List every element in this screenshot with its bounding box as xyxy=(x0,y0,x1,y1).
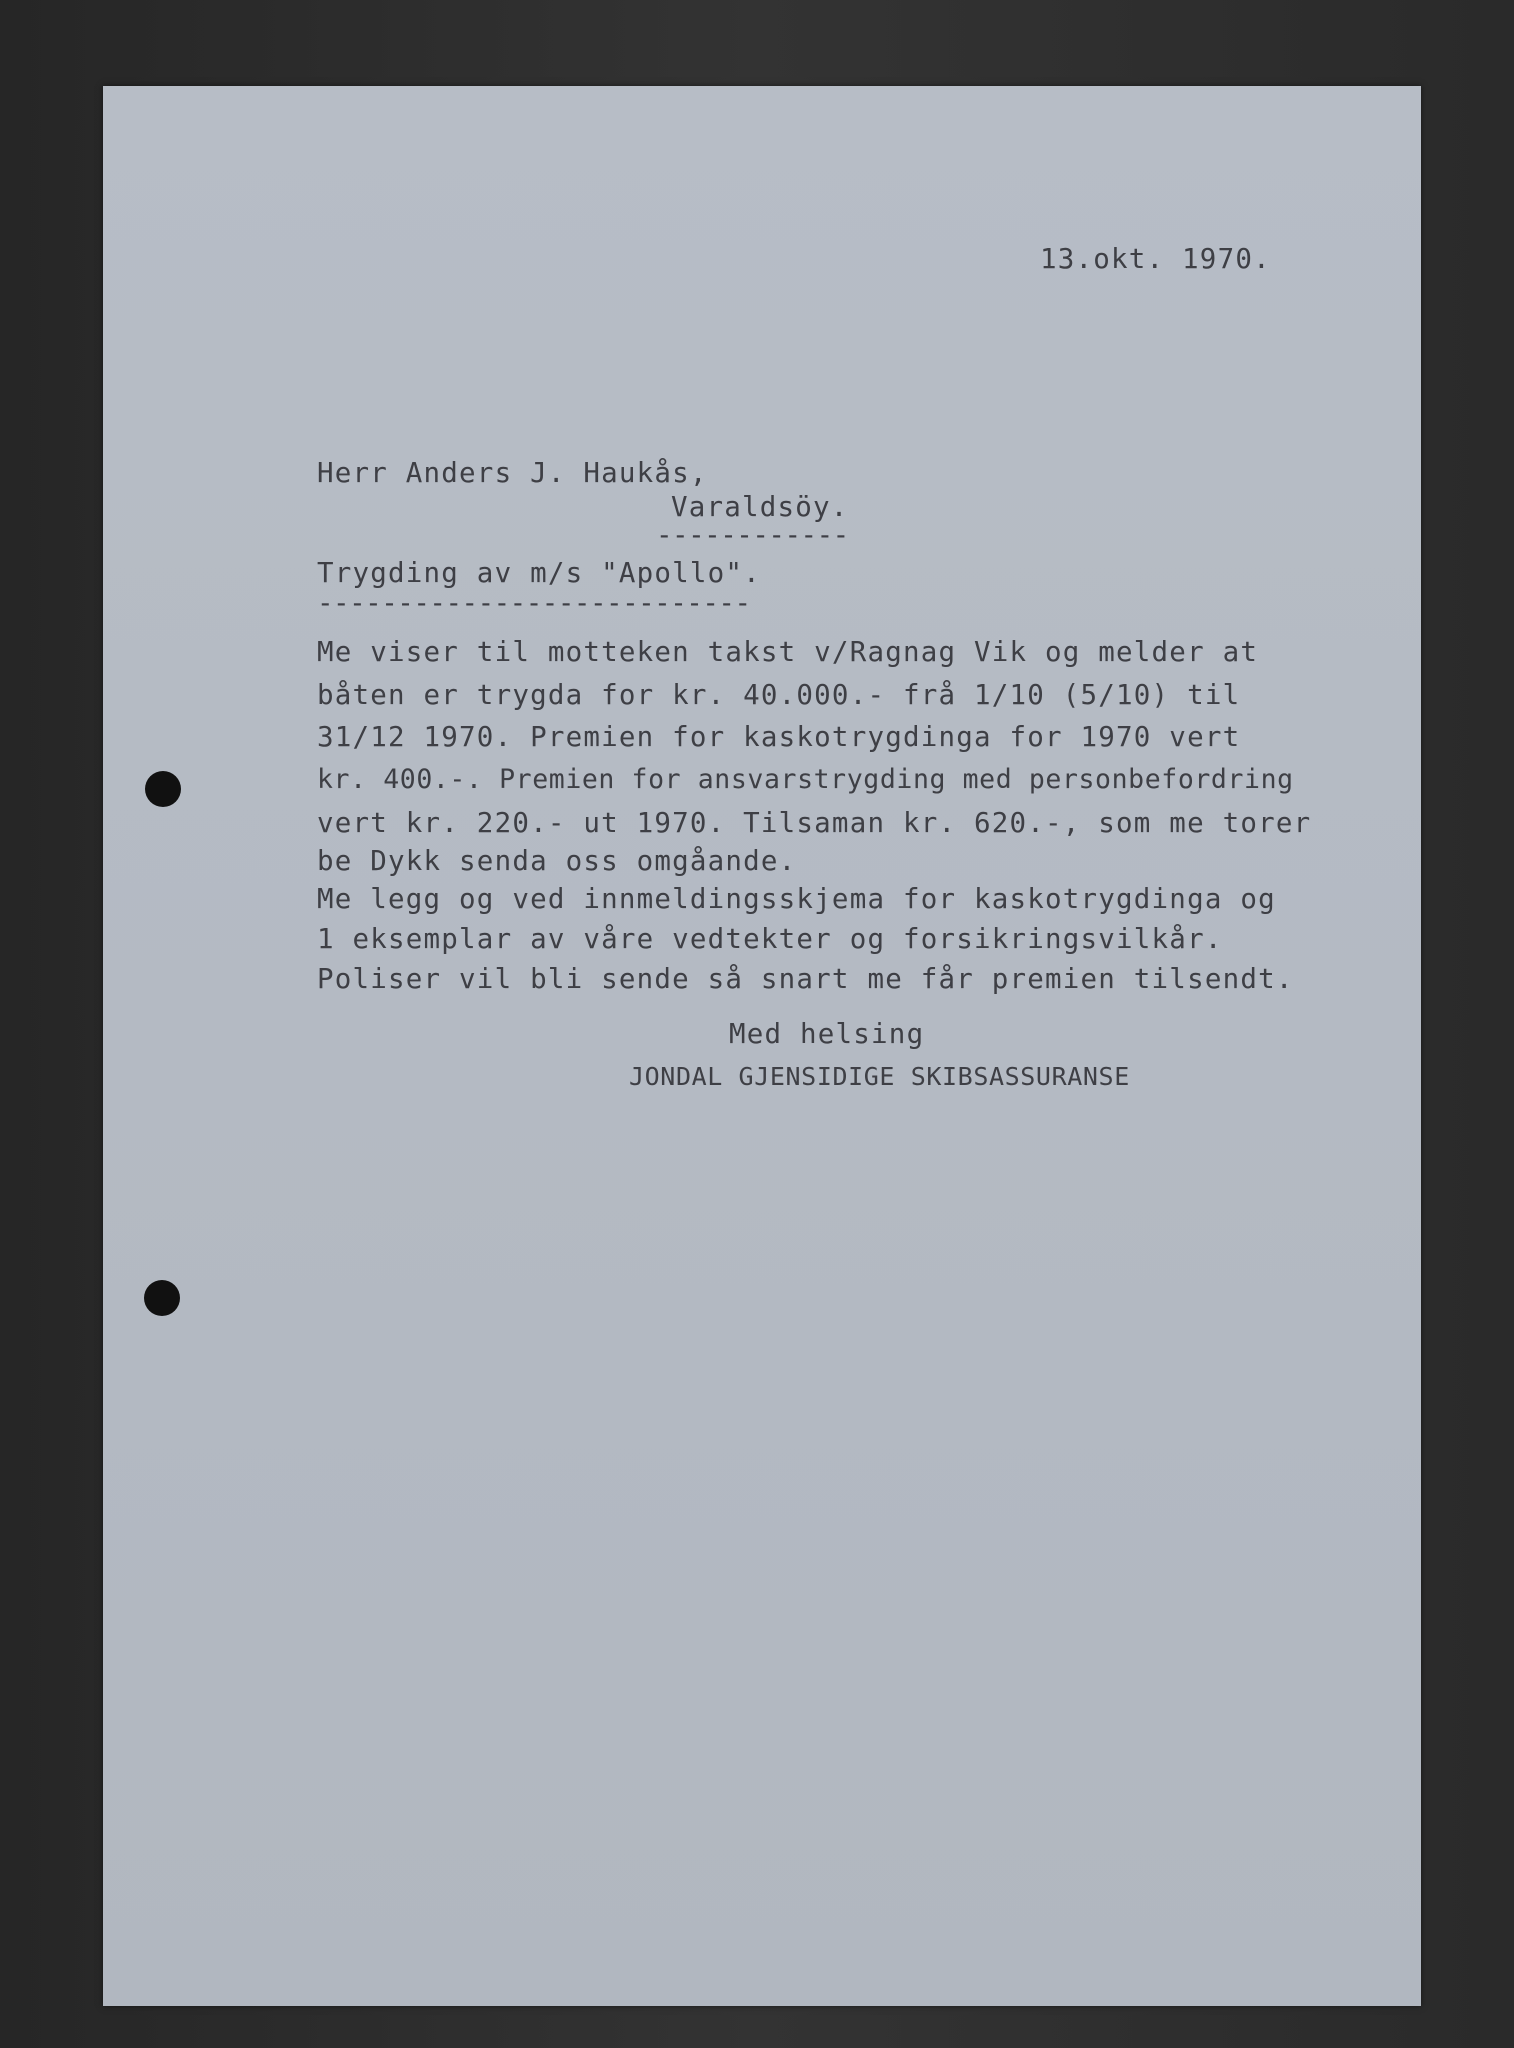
body-line: Me viser til motteken takst v/Ragnag Vik og melder at xyxy=(317,636,1259,668)
punch-hole-lower xyxy=(144,1280,180,1316)
punch-hole-upper xyxy=(145,771,181,807)
body-line: be Dykk senda oss omgåande. xyxy=(317,845,797,877)
letter-date: 13.okt. 1970. xyxy=(1040,243,1271,275)
letter-closing: Med helsing xyxy=(729,1018,925,1050)
body-line: kr. 400.-. Premien for ansvarstrygding med personbefordring xyxy=(317,764,1294,795)
recipient-name: Herr Anders J. Haukås, xyxy=(317,457,708,489)
letter-subject: Trygding av m/s "Apollo". xyxy=(317,557,761,589)
recipient-underline: ------------ xyxy=(656,519,849,551)
body-line: Me legg og ved innmeldingsskjema for kaskotrygdinga og xyxy=(317,883,1276,915)
body-line: båten er trygda for kr. 40.000.- frå 1/10 (5/10) til xyxy=(317,679,1241,711)
letter-signature: JONDAL GJENSIDIGE SKIBSASSURANSE xyxy=(629,1062,1130,1091)
body-line: Poliser vil bli sende så snart me får premien tilsendt. xyxy=(317,963,1294,995)
subject-underline: --------------------------- xyxy=(317,587,751,619)
body-line: vert kr. 220.- ut 1970. Tilsaman kr. 620.-, som me torer xyxy=(317,807,1312,839)
letter-sheet xyxy=(103,86,1421,2006)
body-line: 1 eksemplar av våre vedtekter og forsikringsvilkår. xyxy=(317,923,1223,955)
recipient-place: Varaldsöy. xyxy=(671,491,849,523)
body-line: 31/12 1970. Premien for kaskotrygdinga for 1970 vert xyxy=(317,721,1241,753)
